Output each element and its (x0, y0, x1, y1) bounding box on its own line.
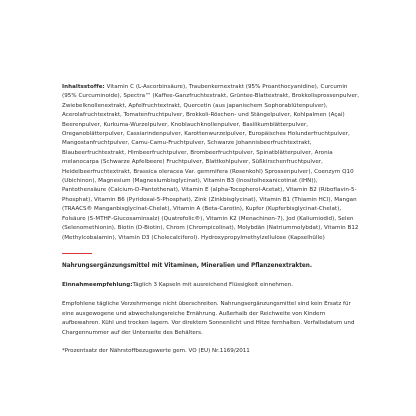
accent-divider (62, 253, 92, 255)
usage-paragraph (62, 281, 360, 290)
ingredients-text: Vitamin C (L-Ascorbinsäure), Traubenkernextrakt (95% Proanthocyanidine), Curcumin (95% Curcuminoide), Spectra™ (Kaffee-Ganzfruchtextrakt, Grüntee-Blattextrakt, Brokkolisprossenpulver, Zwiebelknollenextrakt, Apfelfruchtextrakt, Quercetin (aus japanischem Sophorablütenpulver), Acerolafruchtextrakt, Tomatenfruchtpulver, Brokkoli-Röschen- und Stängelpulver, Kohlpalmen (Açaí) Beerenpulver, Kurkuma-Wurzelpulver, Knoblauchknollenpulver, Basilikumblätterpulver, Oreganoblätterpulver, Cassiarindenpulver, Karottenwurzelpulver, Europäisches Holunderfruchtpulver, Mangostanfruchtpulver, Camu-Camu-Fruchtpulver, Schwarze Johannisbeerfruchtextrakt, Blaubeerfruchtextrakt, Himbeerfruchtpulver, Brombeerfruchtpulver, Spinatblätterpulver, Aronia melanocarpa (Schwarze Apfelbeere) Fruchtpulver, Blattkohlpulver, Süßkirschenfruchtpulver, Heidelbeerfruchtextrakt, Brassica oleracea Var. gemmifera (Rosenkohl) Sprossenpulver), Coenzym Q10 (Ubichinon), Magnesium (Magnesiumbisglycinat), Vitamin B3 (Inositolhexanicotinat (IHN)), Pantothensäure (Calcium-D-Pantothenat), Vitamin E (alpha-Tocopherol-Acetat), Vitamin B2 (Riboflavin-5-Phosphat), Vitamin B6 (Pyridoxal-5-Phosphat), Zink (Zinkbisglycinat), Vitamin B1 (Thiamin HCl), Mangan (TRAACS® Manganbisglycinat-Chelat), Vitamin A (Beta-Carotin), Kupfer (Kupferbisglycinat-Chelat), Folsäure (5-MTHF-Glucosaminsalz) (Quatrefolic®), Vitamin K2 (Menachinon-7), Jod (Kaliumiodid), Selen (Selenomethionin), Biotin (D-Biotin), Chrom (Chrompicolinat), Molybdän (Natriummolybdat), Vitamin B12 (Methylcobalamin), Vitamin D3 (Cholecalciferol). Hydroxypropylmethylzellulose (Kapselhülle) (62, 84, 360, 241)
footnote: *Prozentsatz der Nährstoffbezugswerte gem. VO (EU) Nr.1169/2011 (62, 348, 250, 355)
product-heading: Nahrungsergänzungsmittel mit Vitaminen, Mineralien und Pflanzenextrakten. (62, 263, 312, 270)
ingredients-paragraph (62, 83, 360, 243)
usage-label: Einnahmeempfehlung: (62, 282, 133, 289)
ingredients-label: Inhaltsstoffe: (62, 84, 105, 90)
notice-paragraph: Empfohlene tägliche Verzehrmenge nicht überschreiten. Nahrungsergänzungsmittel sind kein Ersatz für eine ausgewogene und abwechslungsreiche Ernährung. Außerhalb der Reichweite von Kindern aufbewahren. Kühl und trocken lagern. Vor direktem Sonnenlicht und Hitze fernhalten. Verfallsdatum und Chargennummer auf der Unterseite des Behälters. (62, 301, 355, 336)
label-text-block (62, 83, 360, 356)
usage-text: Täglich 3 Kapseln mit ausreichend Flüssigkeit einnehmen. (132, 282, 293, 289)
